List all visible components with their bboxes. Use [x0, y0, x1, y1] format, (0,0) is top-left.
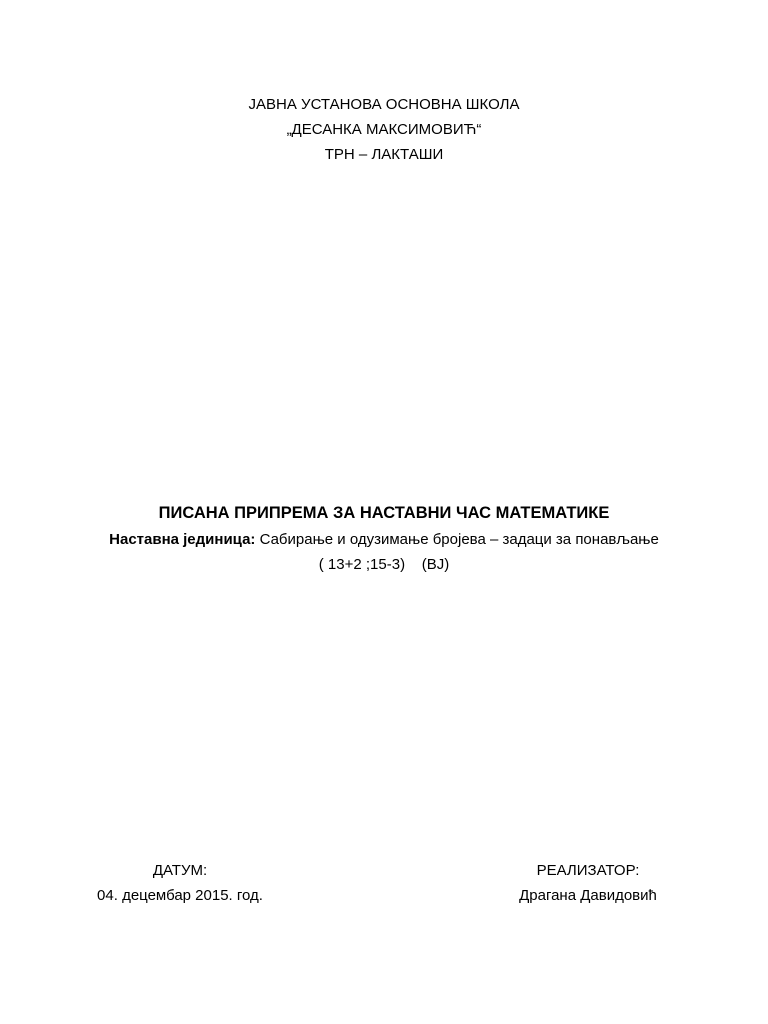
author-block — [478, 860, 698, 907]
date-label: ДАТУМ: — [152, 862, 208, 879]
author-value: Драгана Давидовић — [519, 887, 657, 904]
lesson-unit-label: Наставна јединица: — [109, 531, 256, 548]
lesson-unit — [0, 530, 768, 550]
date-block — [70, 860, 290, 907]
date-value: 04. децембар 2015. год. — [97, 887, 263, 904]
school-location: ТРН – ЛАКТАШИ — [324, 146, 444, 163]
lesson-codes: ( 13+2 ;15-3) (ВЈ) — [318, 556, 450, 573]
school-name-line-1: ЈАВНА УСТАНОВА ОСНОВНА ШКОЛА — [248, 96, 520, 113]
lesson-unit-text: Сабирање и одузимање бројева – задаци за понављање — [255, 531, 659, 548]
document-title: ПИСАНА ПРИПРЕМА ЗА НАСТАВНИ ЧАС МАТЕМАТИКЕ — [158, 504, 610, 522]
school-name-line-2: „ДЕСАНКА МАКСИМОВИЋ“ — [286, 121, 482, 138]
author-label: РЕАЛИЗАТОР: — [536, 862, 640, 879]
